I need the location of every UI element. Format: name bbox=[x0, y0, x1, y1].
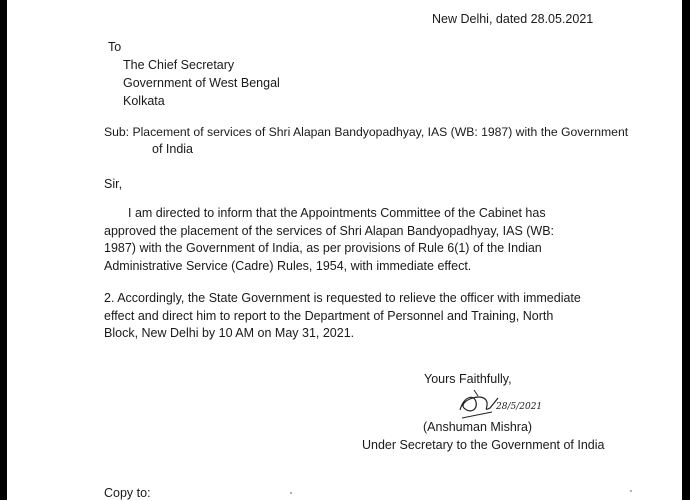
signature-date: 28/5/2021 bbox=[496, 402, 543, 412]
body-paragraph-1: I am directed to inform that the Appointments Committee of the Cabinet has approved the placement of the services of Shri Alapan Bandyopadhyay, IAS (WB: 1987) with the Government of India, as per provisions of Rule 6(1) of the Indian Administrative Service (Cadre) Rules, 1954, with immediate effect. bbox=[104, 206, 555, 273]
scan-speck bbox=[290, 492, 292, 494]
scan-speck bbox=[630, 490, 632, 492]
subject-line-2: of India bbox=[152, 142, 194, 156]
addressee-line-2: Government of West Bengal bbox=[123, 76, 280, 90]
signatory-title: Under Secretary to the Government of India bbox=[362, 438, 605, 452]
addressee-line-1: The Chief Secretary bbox=[123, 58, 235, 72]
place-and-date: New Delhi, dated 28.05.2021 bbox=[432, 12, 594, 26]
body-paragraph-2: 2. Accordingly, the State Government is requested to relieve the officer with immediate effect and direct him to report to the Department of Personnel and Training, North Block, New Delhi by 10 AM on May 31, 2021. bbox=[104, 291, 581, 340]
signatory-name: (Anshuman Mishra) bbox=[423, 420, 533, 434]
copy-to-label: Copy to: bbox=[104, 486, 151, 500]
addressee-line-3: Kolkata bbox=[123, 94, 165, 108]
to-label: To bbox=[108, 40, 122, 54]
handwritten-signature bbox=[452, 388, 547, 424]
salutation: Sir, bbox=[104, 177, 123, 191]
scan-left-edge bbox=[0, 0, 7, 500]
subject-line-1: Sub: Placement of services of Shri Alapan Bandyopadhyay, IAS (WB: 1987) with the Government bbox=[104, 125, 629, 139]
closing: Yours Faithfully, bbox=[424, 372, 512, 386]
scan-right-edge bbox=[682, 0, 690, 500]
